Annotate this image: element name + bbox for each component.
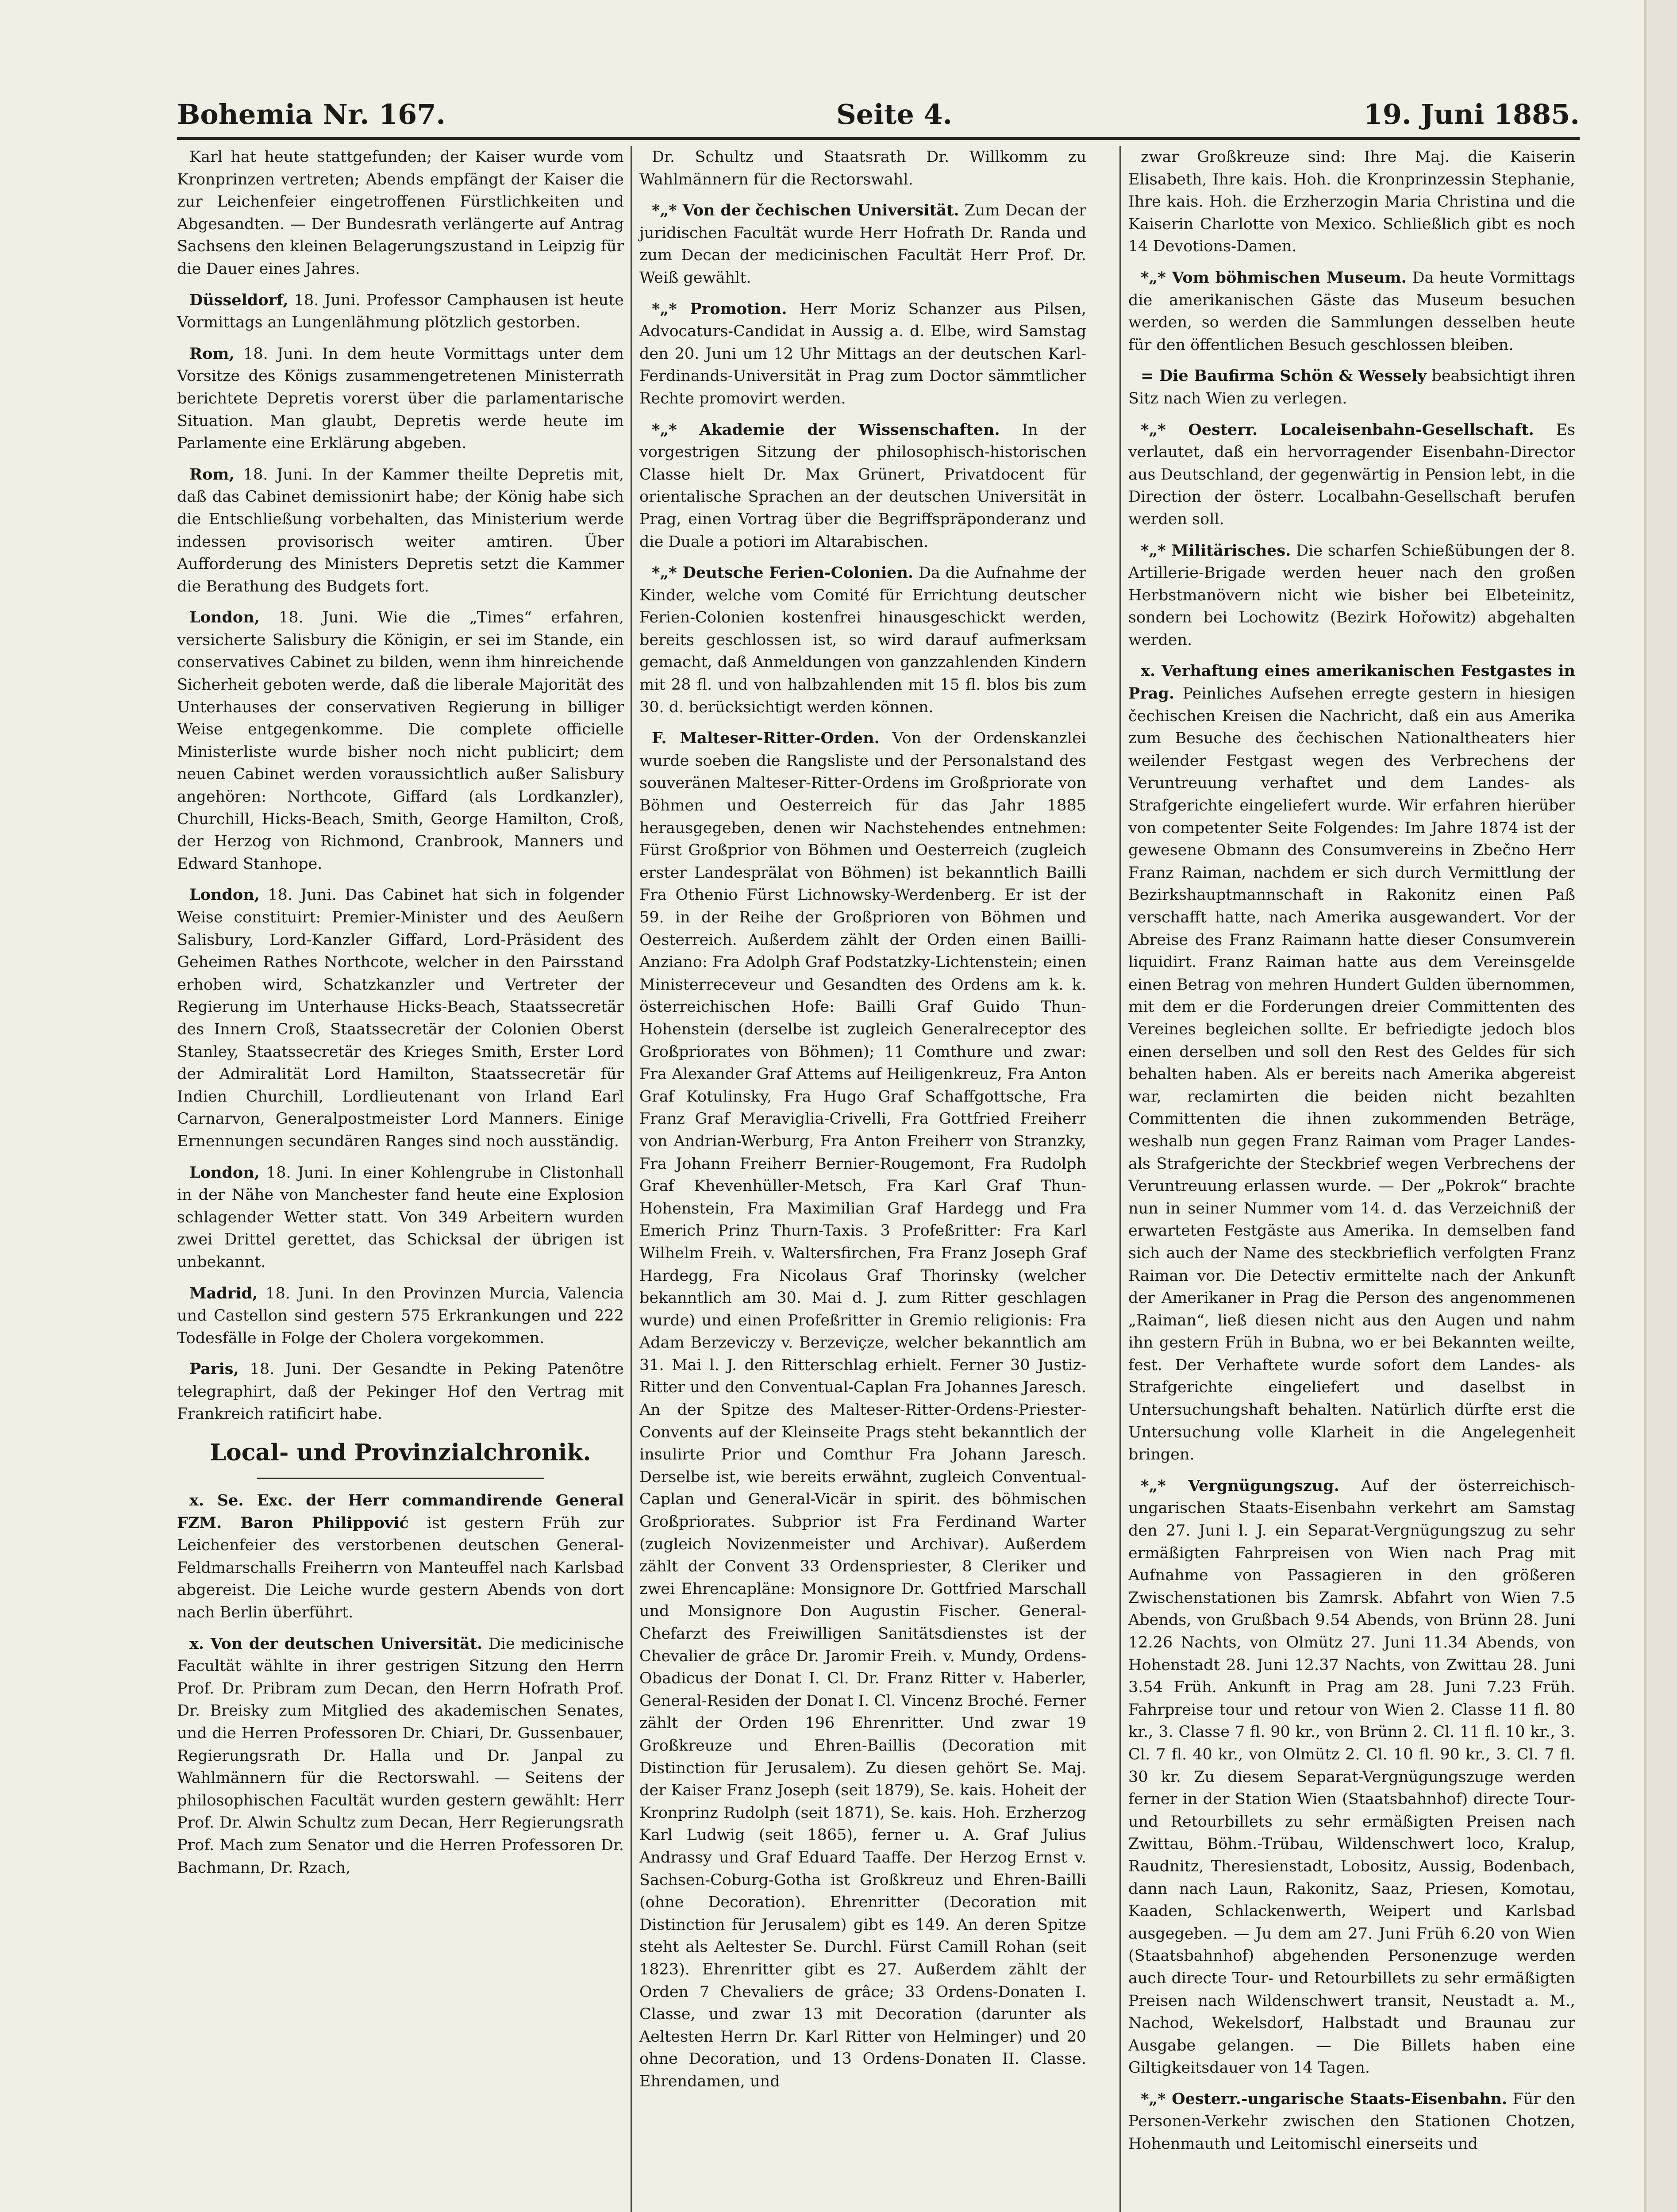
article-text: Die medicinische Facultät wählte in ihrer gestrigen Sitzung den Herrn Prof. Dr. Pribram zum Decan, den Herrn Hofrath Prof. Dr. Breisky zum Mitglied des akademischen Senates, und die Herren Professoren Dr. Chiari, Dr. Gussenbauer, Regierungsrath Dr. Halla und Dr. Janpal zu Wahlmännern für die Rectorswahl. — Seitens der philosophischen Facultät wurden gestern gewählt: Herr Prof. Dr. Alwin Schultz zum Decan, Herr Regierungsrath Prof. Mach zum Senator und die Herren Professoren Dr. Bachmann, Dr. Rzach,: [177, 1635, 624, 1877]
article-paragraph: [177, 1490, 624, 1624]
article-paragraph: [177, 289, 624, 334]
article-paragraph: [177, 1633, 624, 1879]
article-paragraph: [177, 1162, 624, 1274]
article-text: 18. Juni. In der Kammer theilte Depretis mit, daß das Cabinet demissionirt habe; der König habe sich die Entschließung vorbehalten, das Ministerium werde indessen provisorisch weiter amtiren. Über Aufforderung des Ministers Depretis setzt die Kammer die Berathung des Budgets fort.: [177, 465, 624, 595]
newspaper-issue: Bohemia Nr. 167.: [177, 98, 446, 131]
article-paragraph: [177, 343, 624, 455]
article-paragraph: [1128, 146, 1575, 258]
article-text: Peinliches Aufsehen erregte gestern in hiesigen čechischen Kreisen die Nachricht, daß ein aus Amerika zum Besuche des čechischen Nationaltheaters hier weilender Festgast wegen des Verbrechens der Veruntreuung verhaftet und dem Landes- als Strafgerichte eingeliefert wurde. Wir erfahren hierüber von competenter Seite Folgendes: Im Jahre 1874 ist der gewesene Obmann des Consumvereins in Zbečno Herr Franz Raiman, nachdem er sich durch Vermittlung der Bezirkshauptmannschaft in Rakonitz einen Paß verschafft hatte, nach Amerika ausgewandert. Vor der Abreise des Franz Raimann hatte dieser Consumverein liquidirt. Franz Raiman hatte aus dem Vereinsgelde einen Betrag von mehren Hundert Gulden übernommen, mit dem er die Forderungen dreier Committenten des Vereines begleichen sollte. Er befriedigte jedoch blos einen derselben und soll den Rest des Geldes für sich behalten haben. Als er bereits nach Amerika abgereist war, reclamirten die beiden nicht bezahlten Committenten die ihnen zukommenden Beträge, weshalb nun gegen Franz Raiman vom Prager Landes- als Strafgerichte der Steckbrief wegen Verbrechens der Veruntreuung erlassen wurde. — Der „Pokrok“ brachte nun in seiner Nummer vom 14. d. das Verzeichniß der erwarteten Festgäste aus Amerika. In demselben fand sich auch der Name des steckbrieflich verfolgten Franz Raiman vor. Die Detectiv ermittelte nach der Ankunft der Amerikaner in Prag die Person des angenommenen „Raiman“, ließ diesen nicht aus den Augen und nahm ihn gestern Früh in Bubna, wo er bei Bekannten weilte, fest. Der Verhaftete wurde sofort dem Landes- als Strafgerichte eingeliefert und daselbst in Untersuchungshaft behalten. Natürlich dürfte erst die Untersuchung volle Klarheit in die Angelegenheit bringen.: [1128, 685, 1575, 1464]
article-text: zwar Großkreuze sind: Ihre Maj. die Kaiserin Elisabeth, Ihre kais. Hoh. die Kronprinzessin Stephanie, Ihre kais. Hoh. die Erzherzogin Maria Christina und die Kaiserin Charlotte von Mexico. Schließlich gibt es noch 14 Devotions-Damen.: [1128, 148, 1575, 256]
article-lead: *„* Akademie der Wissenschaften.: [652, 420, 1000, 439]
section-heading: Local- und Provinzialchronik.: [210, 1439, 591, 1467]
article-lead: F. Malteser-Ritter-Orden.: [652, 729, 880, 748]
article-lead: = Die Baufirma Schön & Wessely: [1141, 367, 1427, 385]
article-text: Von der Ordenskanzlei wurde soeben die Rangsliste und der Personalstand des souveränen Malteser-Ritter-Ordens im Großpriorate von Böhmen und Oesterreich für das Jahr 1885 herausgegeben, denen wir Nachstehendes entnehmen: Fürst Großprior von Böhmen und Oesterreich (zugleich erster Landesprälat von Böhmen) ist bekanntlich Bailli Fra Othenio Fürst Lichnowsky-Werdenberg. Er ist der 59. in der Reihe der Großprioren von Böhmen und Oesterreich. Außerdem zählt der Orden einen Bailli-Anziano: Fra Adolph Graf Podstatzky-Lichtenstein; einen Ministerreceveur und Gesandten des Ordens am k. k. österreichischen Hofe: Bailli Graf Guido Thun-Hohenstein (derselbe ist zugleich Generalreceptor des Großpriorates von Böhmen); 11 Comthure und zwar: Fra Alexander Graf Attems auf Heiligenkreuz, Fra Anton Graf Kotulinsky, Fra Hugo Graf Schaffgottsche, Fra Franz Graf Meraviglia-Crivelli, Fra Gottfried Freiherr von Andrian-Werburg, Fra Anton Freiherr von Stranzky, Fra Johann Freiherr Bernier-Rougemont, Fra Rudolph Graf Khevenhüller-Metsch, Fra Karl Graf Thun-Hohenstein, Fra Maximilian Graf Hardegg und Fra Emerich Prinz Thurn-Taxis. 3 Profeßritter: Fra Karl Wilhelm Freih. v. Waltersfirchen, Fra Franz Joseph Graf Hardegg, Fra Nicolaus Graf Thorinsky (welcher bekanntlich am 30. Mai d. J. zum Ritter geschlagen wurde) und einen Profeßritter in Gremio religionis: Fra Adam Berzeviczy v. Berzeviçze, welcher bekanntlich am 31. Mai l. J. den Ritterschlag erhielt. Ferner 30 Justiz-Ritter und den Conventual-Caplan Fra Johannes Jaresch. An der Spitze des Malteser-Ritter-Ordens-Priester-Convents auf der Kleinseite Prags steht bekanntlich der insulirte Prior und Comthur Fra Johann Jaresch. Derselbe ist, wie bereits erwähnt, zugleich Conventual-Caplan und General-Vicär in spirit. des böhmischen Großpriorates. Subprior ist Fra Ferdinand Warter (zugleich Novizenmeister und Archivar). Außerdem zählt der Convent 33 Ordenspriester, 8 Cleriker und zwei Ehrencapläne: Monsignore Dr. Gottfried Marschall und Monsignore Don Augustin Fischer. General-Chefarzt des Freiwilligen Sanitätsdienstes ist der Chevalier de grâce Dr. Jaromir Freih. v. Mundy, Ordens-Obadicus der Donat I. Cl. Dr. Franz Ritter v. Haberler, General-Residen der Donat I. Cl. Vincenz Broché. Ferner zählt der Orden 196 Ehrenritter. Und zwar 19 Großkreuze und Ehren-Baillis (Decoration mit Distinction für Jerusalem). Zu diesen gehört Se. Maj. der Kaiser Franz Joseph (seit 1879), Se. kais. Hoheit der Kronprinz Rudolph (seit 1871), Se. kais. Hoh. Erzherzog Karl Ludwig (seit 1865), ferner u. A. Graf Julius Andrassy und Graf Eduard Taaffe. Der Herzog Ernst v. Sachsen-Coburg-Gotha ist Großkreuz und Ehren-Bailli (ohne Decoration). Ehrenritter (Decoration mit Distinction für Jerusalem) gibt es 149. An deren Spitze steht als Aeltester Se. Durchl. Fürst Camill Rohan (seit 1823). Ehrenritter gibt es 27. Außerdem zählt der Orden 7 Chevaliers de grâce; 33 Ordens-Donaten I. Classe, und zwar 13 mit Decoration (darunter als Aeltesten Herrn Dr. Karl Ritter von Helminger) und 20 ohne Decoration, und 13 Ordens-Donaten II. Classe. Ehrendamen, und: [639, 730, 1086, 2090]
column-1: [177, 146, 624, 1888]
article-lead: *„* Deutsche Ferien-Colonien.: [652, 564, 914, 582]
article-lead: *„* Oesterr. Localeisenbahn-Gesellschaft.: [1141, 420, 1534, 439]
article-paragraph: [639, 727, 1086, 2093]
column-divider: [631, 146, 632, 2212]
article-paragraph: [1128, 540, 1575, 652]
article-lead: Madrid,: [189, 1284, 258, 1302]
article-text: 18. Juni. In einer Kohlengrube in Clistonhall in der Nähe von Manchester fand heute eine Explosion schlagender Wetter statt. Von 349 Arbeitern wurden zwei Drittel gerettet, das Schicksal der übrigen ist unbekannt.: [177, 1164, 624, 1271]
article-lead: *„* Oesterr.-ungarische Staats-Eisenbahn.: [1141, 2089, 1508, 2108]
article-text: Es verlautet, daß ein hervorragender Eisenbahn-Director aus Deutschland, der gegenwärtig in Pension lebt, in die Direction der österr. Localbahn-Gesellschaft berufen werden soll.: [1128, 421, 1575, 528]
page-number: Seite 4.: [836, 98, 953, 131]
article-lead: x. Verhaftung eines amerikanischen Festgastes in Prag.: [1128, 662, 1575, 703]
section-rule: [257, 1478, 544, 1479]
article-paragraph: [639, 146, 1086, 191]
column-2: [639, 146, 1086, 2101]
page-edge: [1644, 0, 1677, 2212]
column-divider: [1119, 146, 1121, 2212]
article-paragraph: [639, 200, 1086, 289]
article-paragraph: [1128, 660, 1575, 1466]
article-lead: x. Se. Exc. der Herr commandirende General FZM. Baron Philippović: [177, 1491, 624, 1532]
article-text: Da heute Vormittags die amerikanischen Gäste das Museum besuchen werden, so werden die Sammlungen desselben heute für den öffentlichen Besuch geschlossen bleiben.: [1128, 269, 1575, 354]
article-lead: London,: [189, 886, 260, 904]
article-text: 18. Juni. Der Gesandte in Peking Patenôtre telegraphirt, daß der Pekinger Hof den Vertrag mit Frankreich ratificirt habe.: [177, 1360, 624, 1423]
page-header: [177, 94, 1580, 138]
article-text: 18. Juni. In dem heute Vormittags unter dem Vorsitze des Königs zusammengetretenen Ministerrath berichtete Depretis vorerst über die parlamentarische Situation. Man glaubt, Depretis werde heute im Parlamente eine Erklärung abgeben.: [177, 345, 624, 453]
article-text: ist gestern Früh zur Leichenfeier des verstorbenen deutschen General-Feldmarschalls Freiherrn von Manteuffel nach Karlsbad abgereist. Die Leiche wurde gestern Abends von dort nach Berlin überführt.: [177, 1514, 624, 1622]
article-text: Die scharfen Schießübungen der 8. Artillerie-Brigade werden heuer nach den großen Herbstmanövern nicht wie bisher bei Elbeteinitz, sondern bei Lochowitz (Bezirk Hořowitz) abgehalten werden.: [1128, 541, 1575, 649]
article-paragraph: [639, 562, 1086, 718]
article-paragraph: [1128, 365, 1575, 410]
article-lead: Paris,: [189, 1360, 239, 1379]
header-rule: [177, 137, 1580, 140]
article-paragraph: [1128, 419, 1575, 531]
article-text: Für den Personen-Verkehr zwischen den Stationen Chotzen, Hohenmauth und Leitomischl einerseits und: [1128, 2090, 1575, 2153]
article-text: Dr. Schultz und Staatsrath Dr. Willkomm zu Wahlmännern für die Rectorswahl.: [639, 148, 1086, 188]
article-lead: Rom,: [189, 465, 235, 484]
article-paragraph: [177, 884, 624, 1152]
article-lead: London,: [189, 1163, 260, 1182]
article-paragraph: [177, 607, 624, 875]
column-3: [1128, 146, 1575, 2164]
article-text: Herr Moriz Schanzer aus Pilsen, Advocaturs-Candidat in Aussig a. d. Elbe, wird Samstag den 20. Juni um 12 Uhr Mittags an der deutschen Karl-Ferdinands-Universität in Prag zum Doctor sämmtlicher Rechte promovirt werden.: [639, 300, 1086, 407]
article-text: Zum Decan der juridischen Facultät wurde Herr Hofrath Dr. Randa und zum Decan der medicinischen Facultät Herr Prof. Dr. Weiß gewählt.: [639, 202, 1086, 287]
article-paragraph: [639, 419, 1086, 553]
issue-date: 19. Juni 1885.: [1363, 98, 1580, 131]
article-text: 18. Juni. Professor Camphausen ist heute Vormittags an Lungenlähmung plötzlich gestorben.: [177, 291, 624, 332]
article-lead: Rom,: [189, 344, 235, 363]
article-text: Auf der österreichisch-ungarischen Staats-Eisenbahn verkehrt am Samstag den 27. Juni l. J. ein Separat-Vergnügungszug zu sehr ermäßigten Fahrpreisen von Wien nach Prag mit Aufnahme von Passagieren in den größeren Zwischenstationen bis Zamrsk. Abfahrt von Wien 7.5 Abends, von Grußbach 9.54 Abends, von Brünn 28. Juni 12.26 Nachts, von Olmütz 27. Juni 11.34 Abends, von Hohenstadt 28. Juni 12.37 Nachts, von Zwittau 28. Juni 3.54 Früh. Ankunft in Prag am 28. Juni 7.23 Früh. Fahrpreise tour und retour von Wien 2. Classe 11 fl. 80 kr., 3. Classe 7 fl. 90 kr., von Brünn 2. Cl. 11 fl. 10 kr., 3. Cl. 7 fl. 40 kr., von Olmütz 2. Cl. 10 fl. 90 kr., 3. Cl. 7 fl. 30 kr. Zu diesem Separat-Vergnügungszuge werden ferner in der Station Wien (Staatsbahnhof) directe Tour- und Retourbillets zu sehr ermäßigten Preisen nach Zwittau, Böhm.-Trübau, Wildenschwert loco, Kralup, Raudnitz, Theresienstadt, Lobositz, Aussig, Bodenbach, dann nach Laun, Rakonitz, Saaz, Priesen, Komotau, Kaaden, Schlackenwerth, Weipert und Karlsbad ausgegeben. — Ju dem am 27. Juni Früh 6.20 von Wien (Staatsbahnhof) abgehenden Personenzuge werden auch directe Tour- und Retourbillets zu sehr ermäßigten Preisen nach Wildenschwert transit, Neustadt a. M., Nachod, Wekelsdorf, Halbstadt und Braunau zur Ausgabe gelangen. — Die Billets haben eine Giltigkeitsdauer von 14 Tagen.: [1128, 1477, 1575, 2077]
article-lead: *„* Vom böhmischen Museum.: [1141, 268, 1407, 287]
article-text: Da die Aufnahme der Kinder, welche vom Comité für Errichtung deutscher Ferien-Colonien kostenfrei hinausgeschickt werden, bereits geschlossen ist, so wird darauf aufmerksam gemacht, daß Anmeldungen von ganzzahlenden Kindern mit 28 fl. und von halbzahlenden mit 15 fl. blos bis zum 30. d. berücksichtigt werden können.: [639, 564, 1086, 716]
article-lead: x. Von der deutschen Universität.: [189, 1634, 483, 1653]
article-paragraph: [177, 1358, 624, 1425]
article-text: 18. Juni. Das Cabinet hat sich in folgender Weise constituirt: Premier-Minister und des Aeußern Salisbury, Lord-Kanzler Giffard, Lord-Präsident des Geheimen Rathes Northcote, welcher in den Pairsstand erhoben wird, Schatzkanzler und Vertreter der Regierung im Unterhause Hicks-Beach, Staatssecretär des Innern Croß, Staatssecretär der Colonien Oberst Stanley, Staatssecretär des Krieges Smith, Erster Lord der Admiralität Lord Hamilton, Staatssecretär für Indien Churchill, Lordlieutenant von Irland Earl Carnarvon, Generalpostmeister Lord Manners. Einige Ernennungen secundären Ranges sind noch ausständig.: [177, 886, 624, 1150]
article-lead: *„* Von der čechischen Universität.: [652, 201, 959, 220]
article-lead: London,: [189, 608, 260, 627]
article-paragraph: [1128, 1475, 1575, 2079]
article-paragraph: [177, 464, 624, 598]
article-lead: *„* Promotion.: [652, 300, 787, 318]
article-text: 18. Juni. In den Provinzen Murcia, Valencia und Castellon sind gestern 575 Erkrankungen und 222 Todesfälle in Folge der Cholera vorgekommen.: [177, 1284, 624, 1347]
article-paragraph: [177, 1283, 624, 1350]
article-lead: *„* Militärisches.: [1141, 541, 1291, 560]
article-paragraph: [177, 146, 624, 280]
article-paragraph: [1128, 2088, 1575, 2155]
article-paragraph: [1128, 267, 1575, 356]
article-text: beabsichtigt ihren Sitz nach Wien zu verlegen.: [1128, 367, 1575, 407]
article-paragraph: [639, 298, 1086, 410]
article-text: In der vorgestrigen Sitzung der philosophisch-historischen Classe hielt Dr. Max Grünert, Privatdocent für orientalische Sprachen an der deutschen Universität in Prag, einen Vortrag über die Begriffspräponderanz und die Duale a potiori im Altarabischen.: [639, 421, 1086, 551]
article-text: 18. Juni. Wie die „Times“ erfahren, versicherte Salisbury die Königin, er sei im Stande, ein conservatives Cabinet zu bilden, wenn ihm hinreichende Sicherheit geboten werde, daß die liberale Majorität des Unterhauses der conservativen Regierung in billiger Weise entgegenkomme. Die complete officielle Ministerliste wurde bisher noch nicht publicirt; dem neuen Cabinet werden voraussichtlich außer Salisbury angehören: Northcote, Giffard (als Lordkanzler), Churchill, Hicks-Beach, Smith, George Hamilton, Croß, der Herzog von Richmond, Cranbrook, Manners und Edward Stanhope.: [177, 609, 624, 873]
article-lead: *„* Vergnügungszug.: [1141, 1476, 1339, 1495]
article-text: Karl hat heute stattgefunden; der Kaiser wurde vom Kronprinzen vertreten; Abends empfängt der Kaiser die zur Leichenfeier eingetroffenen Fürstlichkeiten und Abgesandten. — Der Bundesrath verlängerte auf Antrag Sachsens den kleinen Belagerungszustand in Leipzig für die Dauer eines Jahres.: [177, 148, 624, 278]
article-lead: Düsseldorf,: [189, 291, 288, 309]
